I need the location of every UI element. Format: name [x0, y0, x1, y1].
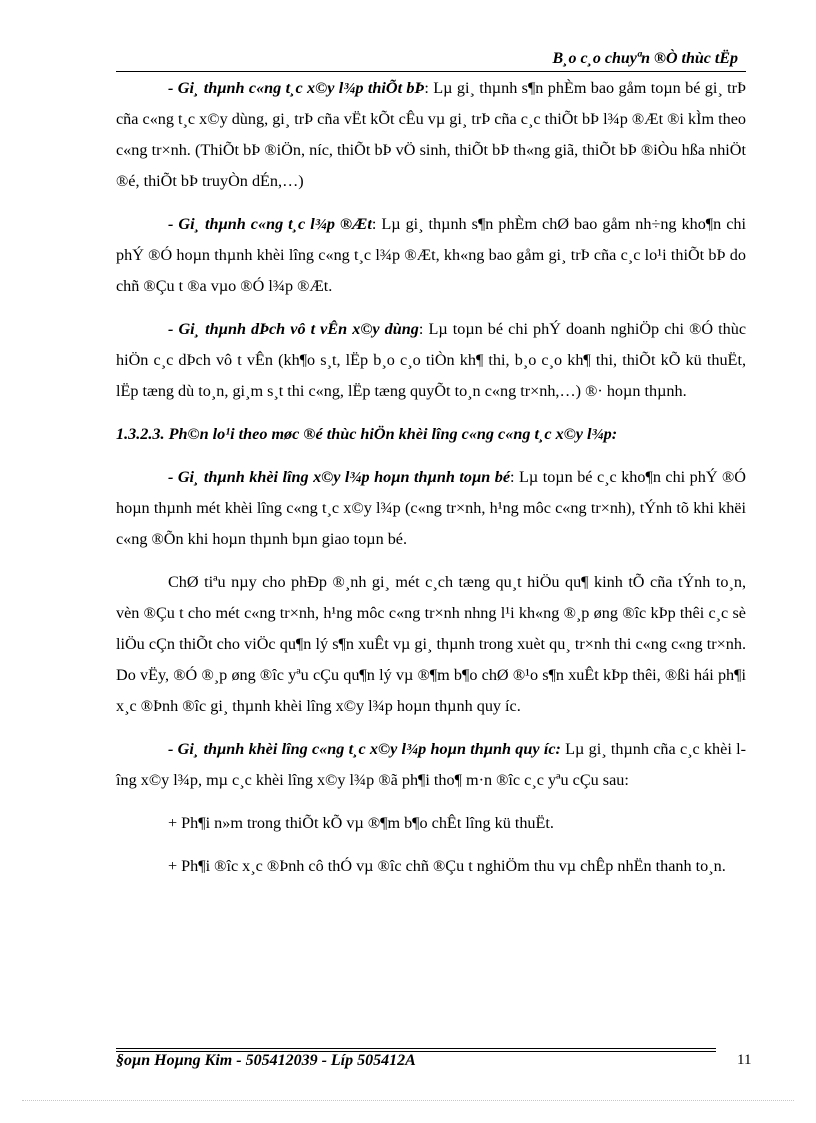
paragraph-1 [116, 73, 746, 197]
header-divider [116, 71, 746, 72]
footer-author: §oµn Hoµng Kim - 505412039 - Líp 505412A [116, 1052, 416, 1069]
page-number: 11 [737, 1052, 752, 1068]
paragraph-4-lead: - Gi¸ thµnh khèi lîng x©y l¾p hoµn thµnh toµn bé [168, 468, 511, 486]
paragraph-2 [116, 209, 746, 302]
document-body [116, 73, 746, 894]
paragraph-3-text: : Lµ toµn bé chi phÝ doanh nghiÖp chi ®Ó thùc hiÖn c¸c dÞch vô t vÊn (kh¶o s¸t, lËp b¸o c¸o tiÒn kh¶ thi, b¸o c¸o kh¶ thi, thiÕt kÕ kü thuËt, lËp tæng dù to¸n, gi¸m s¸t thi c«ng, lËp tæng quyÕt to¸n c«ng tr×nh,…) ®· hoµn thµnh. [116, 320, 746, 400]
paragraph-1-lead: - Gi¸ thµnh c«ng t¸c x©y l¾p thiÕt bÞ [168, 79, 425, 97]
paragraph-6-text: Lµ gi¸ thµnh cña c¸c khèi lîng x©y l¾p, mµ c¸c khèi lîng x©y l¾p ®ã ph¶i tho¶ m·n ®îc c¸c yªu cÇu sau: [116, 740, 746, 789]
paragraph-4 [116, 462, 746, 555]
paragraph-4-text: : Lµ toµn bé c¸c kho¶n chi phÝ ®Ó hoµn thµnh mét khèi lîng c«ng t¸c x©y l¾p (c«ng tr×nh, h¹ng môc c«ng tr×nh), tÝnh tõ khi khëi c«ng ®Õn khi hoµn thµnh bµn giao toµn bé. [116, 468, 747, 548]
page-bottom-edge [22, 1100, 794, 1101]
paragraph-2-text: : Lµ gi¸ thµnh s¶n phÈm chØ bao gåm nh÷ng kho¶n chi phÝ ®Ó hoµn thµnh khèi lîng c«ng t¸c l¾p ®Æt, kh«ng bao gåm gi¸ trÞ cña c¸c lo¹i thiÕt bÞ do chñ ®Çu t ®a vµo ®Ó l¾p ®Æt. [116, 215, 746, 295]
paragraph-6 [116, 734, 746, 796]
paragraph-1-text: : Lµ gi¸ thµnh s¶n phÈm bao gåm toµn bé gi¸ trÞ cña c«ng t¸c x©y dùng, gi¸ trÞ cña vËt kÕt cÊu vµ gi¸ trÞ cña c¸c thiÕt bÞ l¾p ®Æt ®i kÌm theo c«ng tr×nh. (ThiÕt bÞ ®iÖn, níc, thiÕt bÞ vÖ sinh, thiÕt bÞ th«ng giã, thiÕt bÞ ®iÒu hßa nhiÖt ®é, thiÕt bÞ truyÒn dÉn,…) [116, 79, 746, 190]
section-heading: 1.3.2.3. Ph©n lo¹i theo møc ®é thùc hiÖn khèi lîng c«ng c«ng t¸c x©y l¾p: [116, 425, 618, 443]
paragraph-3 [116, 314, 746, 407]
paragraph-5: ChØ tiªu nµy cho phÐp ®¸nh gi¸ mét c¸ch tæng qu¸t hiÖu qu¶ kinh tÕ cña tÝnh to¸n, vèn ®Çu t cho mét c«ng tr×nh, h¹ng môc c«ng tr×nh nhng l¹i kh«ng ®¸p øng ®îc kÞp thêi c¸c sè liÖu cÇn thiÕt cho viÖc qu¶n lý s¶n xuÊt vµ gi¸ thµnh trong xuèt qu¸ tr×nh thi c«ng c«ng tr×nh. Do vËy, ®Ó ®¸p øng ®îc yªu cÇu qu¶n lý vµ ®¶m b¶o chØ ®¹o s¶n xuÊt kÞp thêi, ®ßi hái ph¶i x¸c ®Þnh ®îc gi¸ thµnh khèi lîng x©y l¾p hoµn thµnh quy íc. [116, 573, 746, 715]
paragraph-6-lead: - Gi¸ thµnh khèi lîng c«ng t¸c x©y l¾p hoµn thµnh quy íc: [168, 740, 561, 758]
paragraph-2-lead: - Gi¸ thµnh c«ng t¸c l¾p ®Æt [168, 215, 372, 233]
paragraph-7: + Ph¶i n»m trong thiÕt kÕ vµ ®¶m b¶o chÊt lîng kü thuËt. [168, 814, 554, 832]
paragraph-3-lead: - Gi¸ thµnh dÞch vô t vÊn x©y dùng [168, 320, 419, 338]
paragraph-8: + Ph¶i ®îc x¸c ®Þnh cô thÓ vµ ®îc chñ ®Çu t nghiÖm thu vµ chÊp nhËn thanh to¸n. [168, 857, 726, 875]
page-header-title: B¸o c¸o chuyªn ®Ò thùc tËp [552, 50, 738, 67]
